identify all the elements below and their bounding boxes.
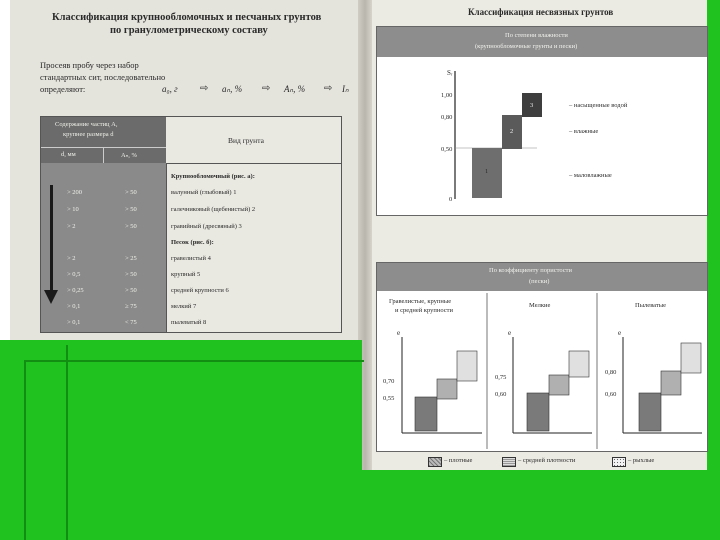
label-low-moisture: – маловлажные (569, 172, 612, 179)
size-arrow-head (44, 290, 58, 304)
intro-line-1: Просеяв пробу через набор (40, 60, 139, 70)
intro-line-2: стандартных сит, последовательно (40, 72, 166, 82)
row5-d: > 0,5 (67, 271, 81, 278)
green-frame-right (707, 0, 720, 540)
formula-An: Aₙ, % (284, 84, 306, 94)
green-frame-inner-line-h (24, 360, 364, 362)
green-frame-bottom (0, 340, 362, 540)
header-content-line1: Содержание частиц A, (55, 121, 118, 128)
formula-a0: a₀, г (162, 84, 178, 94)
row2-d: > 10 (67, 206, 79, 213)
col1-tick-070: 0,70 (383, 378, 395, 385)
green-frame-inner-line-2 (66, 345, 68, 540)
formula-arrow-1: ⇨ (200, 83, 209, 94)
group1-title: Крупнообломочный (рис. а): (171, 173, 255, 180)
row2-a: > 50 (125, 206, 137, 213)
density-legend (376, 455, 706, 469)
porosity-panel (376, 262, 708, 452)
col1-axis-label: e (397, 329, 401, 337)
step-3-label: 3 (530, 102, 534, 109)
tick-0: 0 (449, 196, 453, 203)
row2-type: галечниковый (щебенистый) 2 (171, 206, 256, 213)
col3-dense-block (639, 393, 661, 431)
col2-tick-060: 0,60 (495, 391, 507, 398)
row6-d: > 0,25 (67, 287, 84, 294)
moisture-axis-label: Sᵣ (447, 69, 453, 77)
right-title: Классификация несвязных грунтов (468, 7, 614, 17)
table-header-type (166, 117, 341, 164)
col3-axis-label: e (618, 329, 622, 337)
legend-dense-label: – плотные (444, 457, 473, 464)
row5-type: крупный 5 (171, 271, 201, 278)
step-2-label: 2 (510, 128, 514, 135)
row8-type: пылеватый 8 (171, 319, 207, 326)
intro-line-3: определяют: (40, 84, 86, 94)
table-values-column (41, 163, 167, 332)
row5-a: > 50 (125, 271, 137, 278)
row6-a: > 50 (125, 287, 137, 294)
row6-type: средней крупности 6 (171, 287, 229, 294)
row7-a: ≥ 75 (125, 303, 137, 310)
formula-arrow-3: ⇨ (324, 83, 333, 94)
row7-d: > 0,1 (67, 303, 81, 310)
col1-dense-block (415, 397, 437, 431)
row7-type: мелкий 7 (171, 303, 197, 310)
table-header-content (41, 117, 167, 163)
moisture-head-line1: По степени влажности (505, 32, 568, 39)
col3-tick-060: 0,60 (605, 391, 617, 398)
row1-d: > 200 (67, 189, 83, 196)
label-moist: – влажные (569, 128, 599, 135)
legend-loose-swatch (612, 457, 626, 467)
col2-axis-label: e (508, 329, 512, 337)
legend-medium-label: – средней плотности (518, 457, 576, 464)
size-arrow-shaft (50, 185, 53, 295)
col2-medium-block (549, 375, 569, 395)
row3-a: > 50 (125, 223, 137, 230)
col1-title-line1: Гравелистые, крупные (389, 298, 452, 305)
tick-100: 1,00 (441, 92, 453, 99)
legend-dense-swatch (428, 457, 442, 467)
moisture-step-chart (377, 27, 707, 215)
header-type-label: Вид грунта (228, 136, 264, 145)
row3-type: гравийный (дресвяный) 3 (171, 223, 242, 230)
green-frame-inner-line (24, 360, 26, 540)
moisture-panel (376, 26, 708, 216)
header-content-line2: крупнее размера d (63, 131, 114, 138)
formula-arrow-2: ⇨ (262, 83, 271, 94)
col1-medium-block (437, 379, 457, 399)
row4-type: гравелистый 4 (171, 255, 211, 262)
porosity-head-line1: По коэффициенту пористости (489, 267, 573, 274)
row1-type: валунный (глыбовый) 1 (171, 189, 237, 196)
tick-080: 0,80 (441, 114, 453, 121)
label-saturated: – насыщенные водой (569, 102, 628, 109)
header-A: Aₙ, % (121, 152, 137, 159)
left-title-line1: Классификация крупнообломочных и песчаных грунтов (52, 12, 322, 23)
row3-d: > 2 (67, 223, 76, 230)
row4-d: > 2 (67, 255, 76, 262)
porosity-step-charts (377, 263, 707, 451)
row1-a: > 50 (125, 189, 137, 196)
header-vseparator (103, 147, 104, 163)
col2-loose-block (569, 351, 589, 377)
col1-tick-055: 0,55 (383, 395, 395, 402)
grain-size-table (40, 116, 342, 333)
col1-title-line2: и средней крупности (395, 307, 453, 314)
col2-title: Мелкие (529, 302, 551, 309)
formula-In: Iₙ (342, 84, 349, 94)
step-1-label: 1 (485, 168, 489, 175)
moisture-head-line2: (крупнообломочные грунты и пески) (475, 43, 578, 50)
col3-title: Пылеватые (635, 302, 666, 309)
tick-050: 0,50 (441, 146, 453, 153)
col3-tick-080: 0,80 (605, 369, 617, 376)
legend-medium-swatch (502, 457, 516, 467)
col2-dense-block (527, 393, 549, 431)
header-d: d, мм (61, 151, 76, 158)
green-frame-bottom-right (362, 470, 720, 540)
left-title-line2: по гранулометрическому составу (110, 25, 268, 36)
porosity-head-line2: (пески) (529, 278, 550, 285)
legend-loose-label: – рыхлые (628, 457, 655, 464)
col3-medium-block (661, 371, 681, 395)
group2-title: Песок (рис. б): (171, 239, 214, 246)
row8-d: > 0,1 (67, 319, 81, 326)
col3-loose-block (681, 343, 701, 373)
row8-a: < 75 (125, 319, 137, 326)
formula-an: aₙ, % (222, 84, 243, 94)
row4-a: > 25 (125, 255, 137, 262)
col1-loose-block (457, 351, 477, 381)
col2-tick-075: 0,75 (495, 374, 507, 381)
